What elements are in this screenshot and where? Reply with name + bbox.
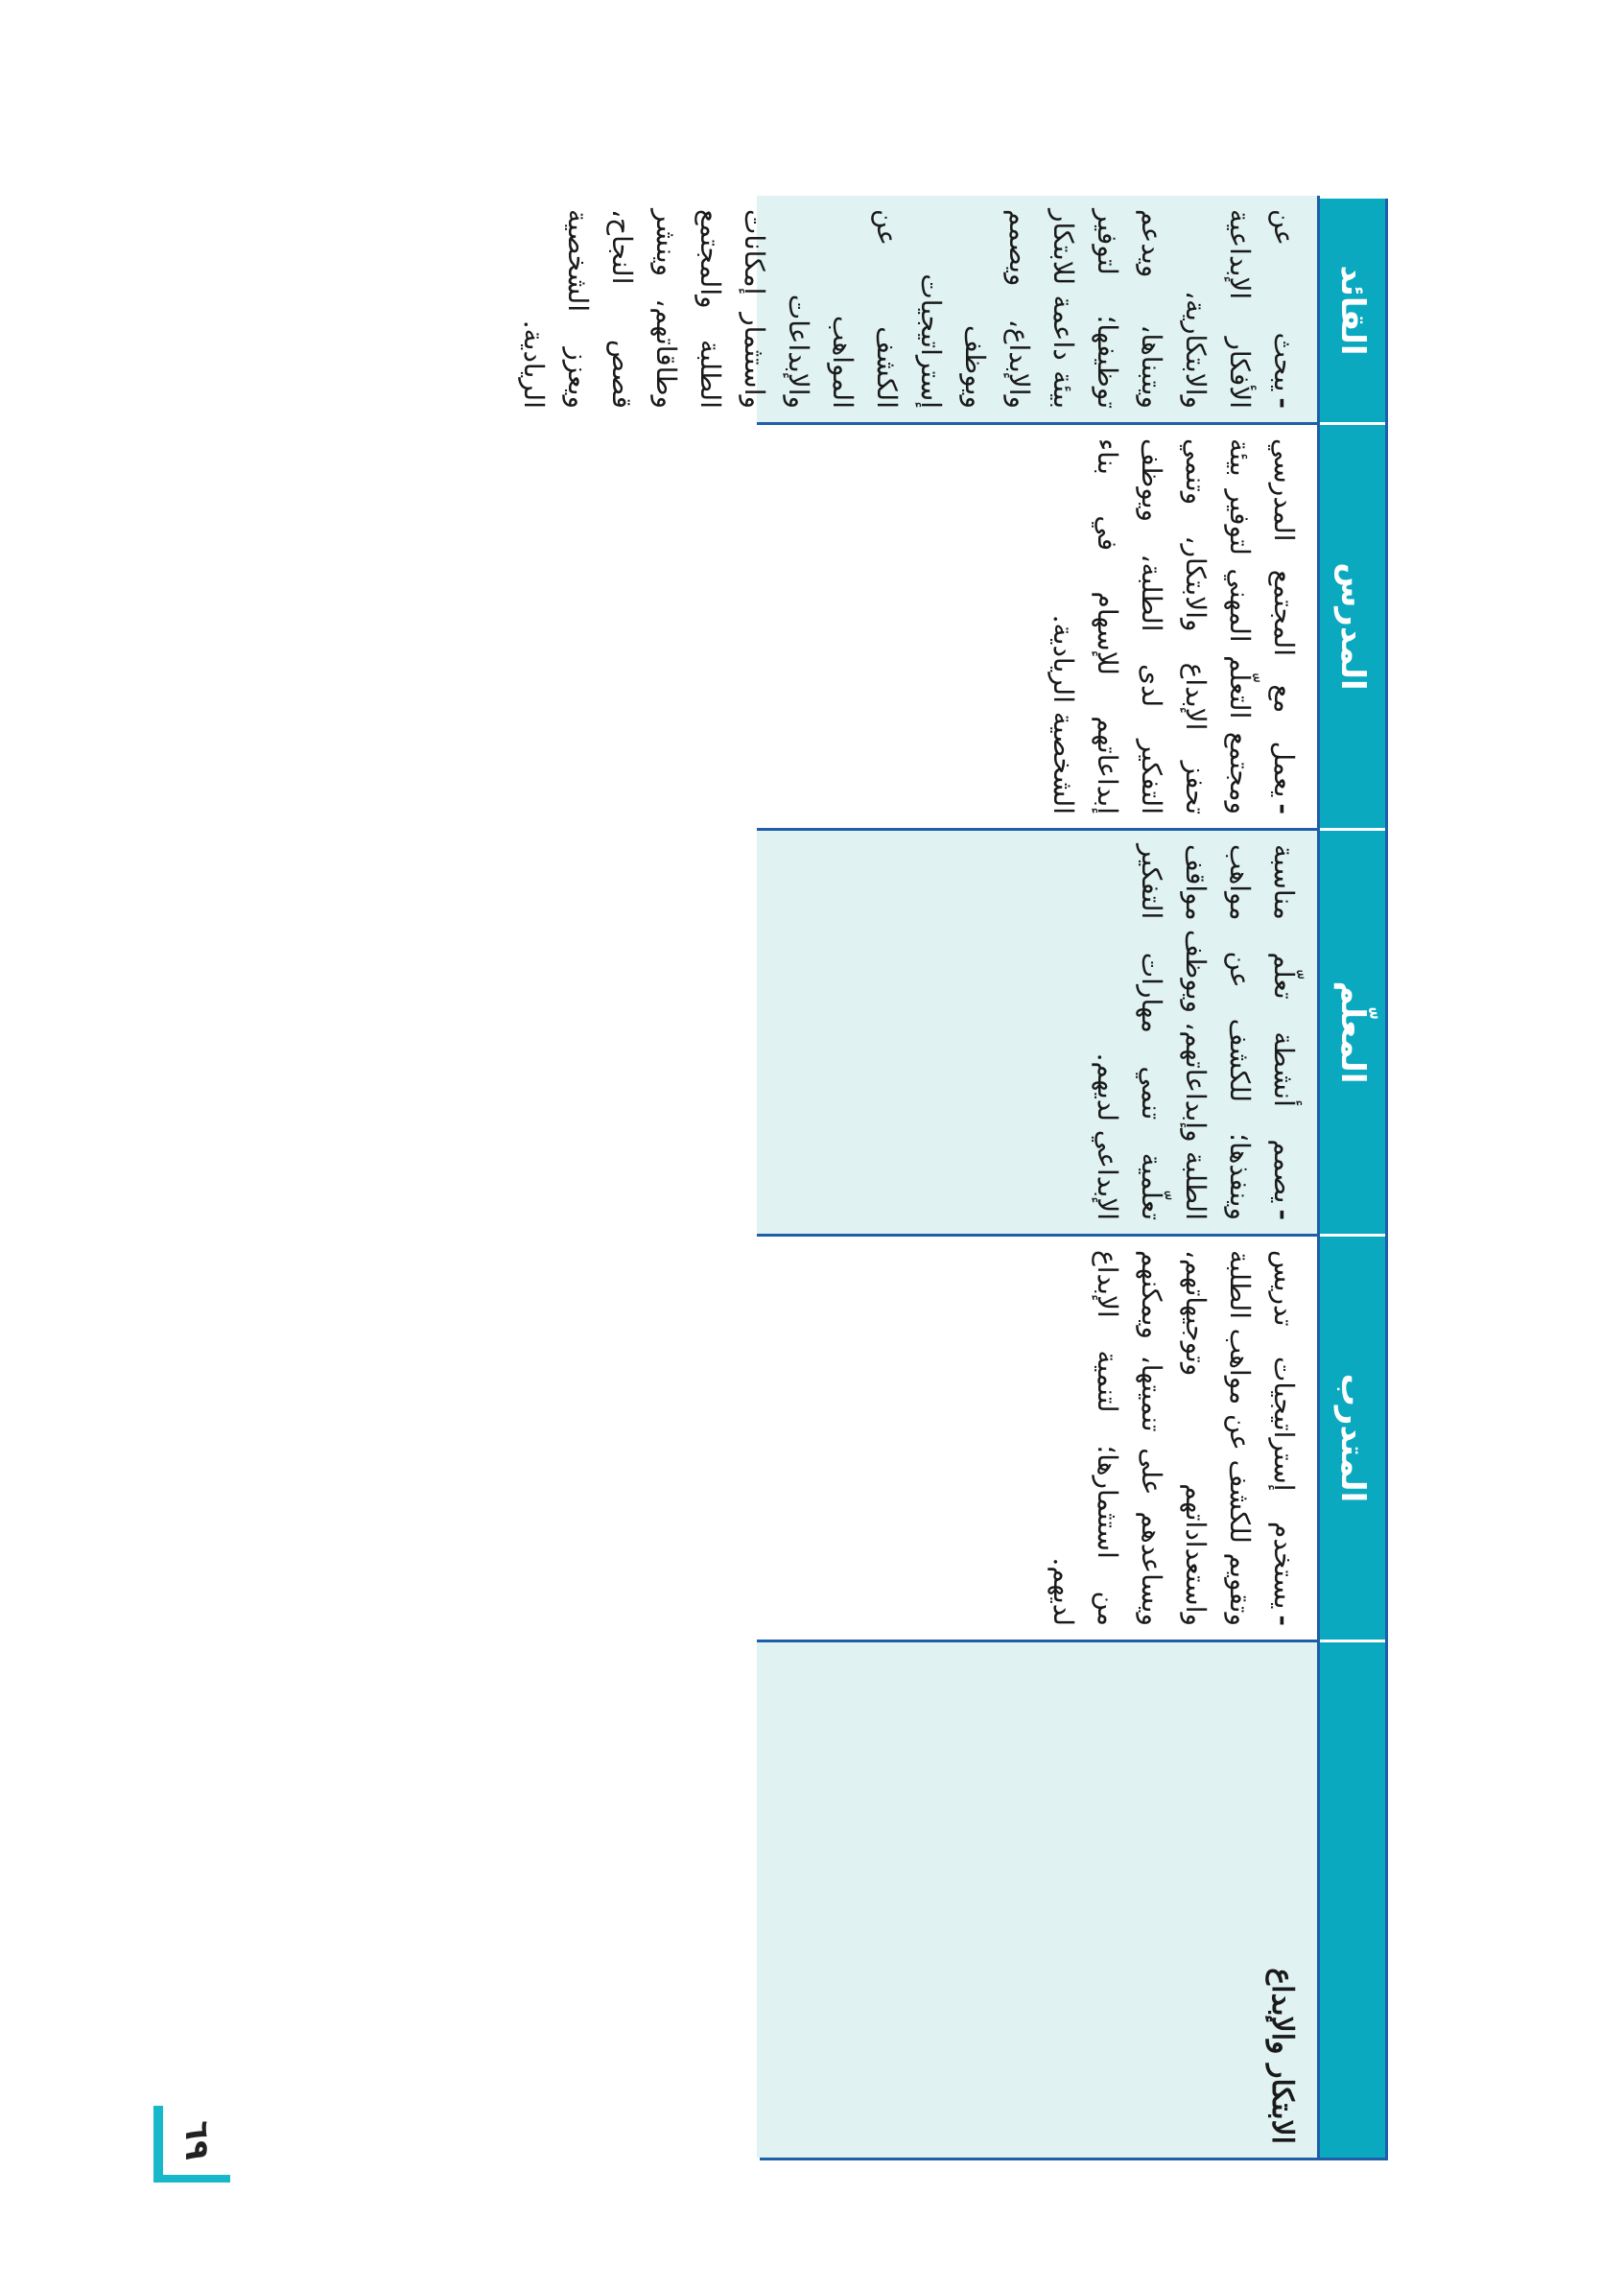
cell-teacher bbox=[757, 828, 1320, 1234]
dash-bullet: - bbox=[1268, 1209, 1300, 1220]
dash-bullet: - bbox=[1268, 397, 1300, 409]
header-trainee: المتدرب bbox=[1320, 1234, 1385, 1640]
page-number: ٦٩ bbox=[177, 2120, 216, 2160]
cell-leader bbox=[518, 196, 1320, 422]
cell-leader-text: يبحث عن الأفكار الإبداعية والابتكارية، ويتبناها، ويدعم توظيفها؛ لتوفير بيئة داعمة للابتكار والإبداع، ويصمم ويوظف إستراتيجيات الكشف عن المواهب والإبداعات واستثمار إمكانات الطلبة والمجتمع وطاقاتهم، وينشر قصص النجاح، ويعزز الشخصية الريادية. bbox=[518, 209, 1300, 409]
dash-bullet: - bbox=[1268, 803, 1300, 814]
competency-table bbox=[518, 199, 1388, 2160]
header-leader: القائد bbox=[1320, 196, 1385, 422]
cell-teacher-text: يصمم أنشطة تعلّم مناسبة وينفذها؛ للكشف عن مواهب الطلبة وإبداعاتهم، ويوظف مواقف تعلّمية تنمي مهارات التفكير الإبداعي لديهم. bbox=[1092, 844, 1300, 1220]
cell-instructor-text: يعمل مع المجتمع المدرسي ومجتمع التعلّم المهني لتوفير بيئة تحفز الإبداع والابتكار، وتنمي التفكير لدى الطلبة، ويوظف إبداعاتهم للإسهام في بناء الشخصية الريادية. bbox=[1047, 438, 1300, 814]
cell-trainee bbox=[757, 1234, 1320, 1640]
cell-instructor bbox=[757, 422, 1320, 828]
header-instructor: المدرس bbox=[1320, 422, 1385, 828]
dash-bullet: - bbox=[1268, 1615, 1300, 1626]
row-label-cell bbox=[757, 1640, 1320, 2158]
row-label: الابتكار والإبداع bbox=[1265, 1968, 1299, 2144]
page-number-box bbox=[153, 2106, 230, 2183]
header-empty-cell bbox=[1320, 1640, 1385, 2158]
competency-table-wrapper bbox=[518, 199, 1388, 2160]
cell-trainee-text: يستخدم إستراتيجيات تدريس وتقويم للكشف عن مواهب الطلبة واستعداداتهم وتوجيهاتهم، ويساعدهم على تنميتها، ويمكنهم من استثمارها؛ لتنمية الإبداع لديهم. bbox=[1047, 1250, 1300, 1626]
header-teacher: المعلّم bbox=[1320, 828, 1385, 1234]
